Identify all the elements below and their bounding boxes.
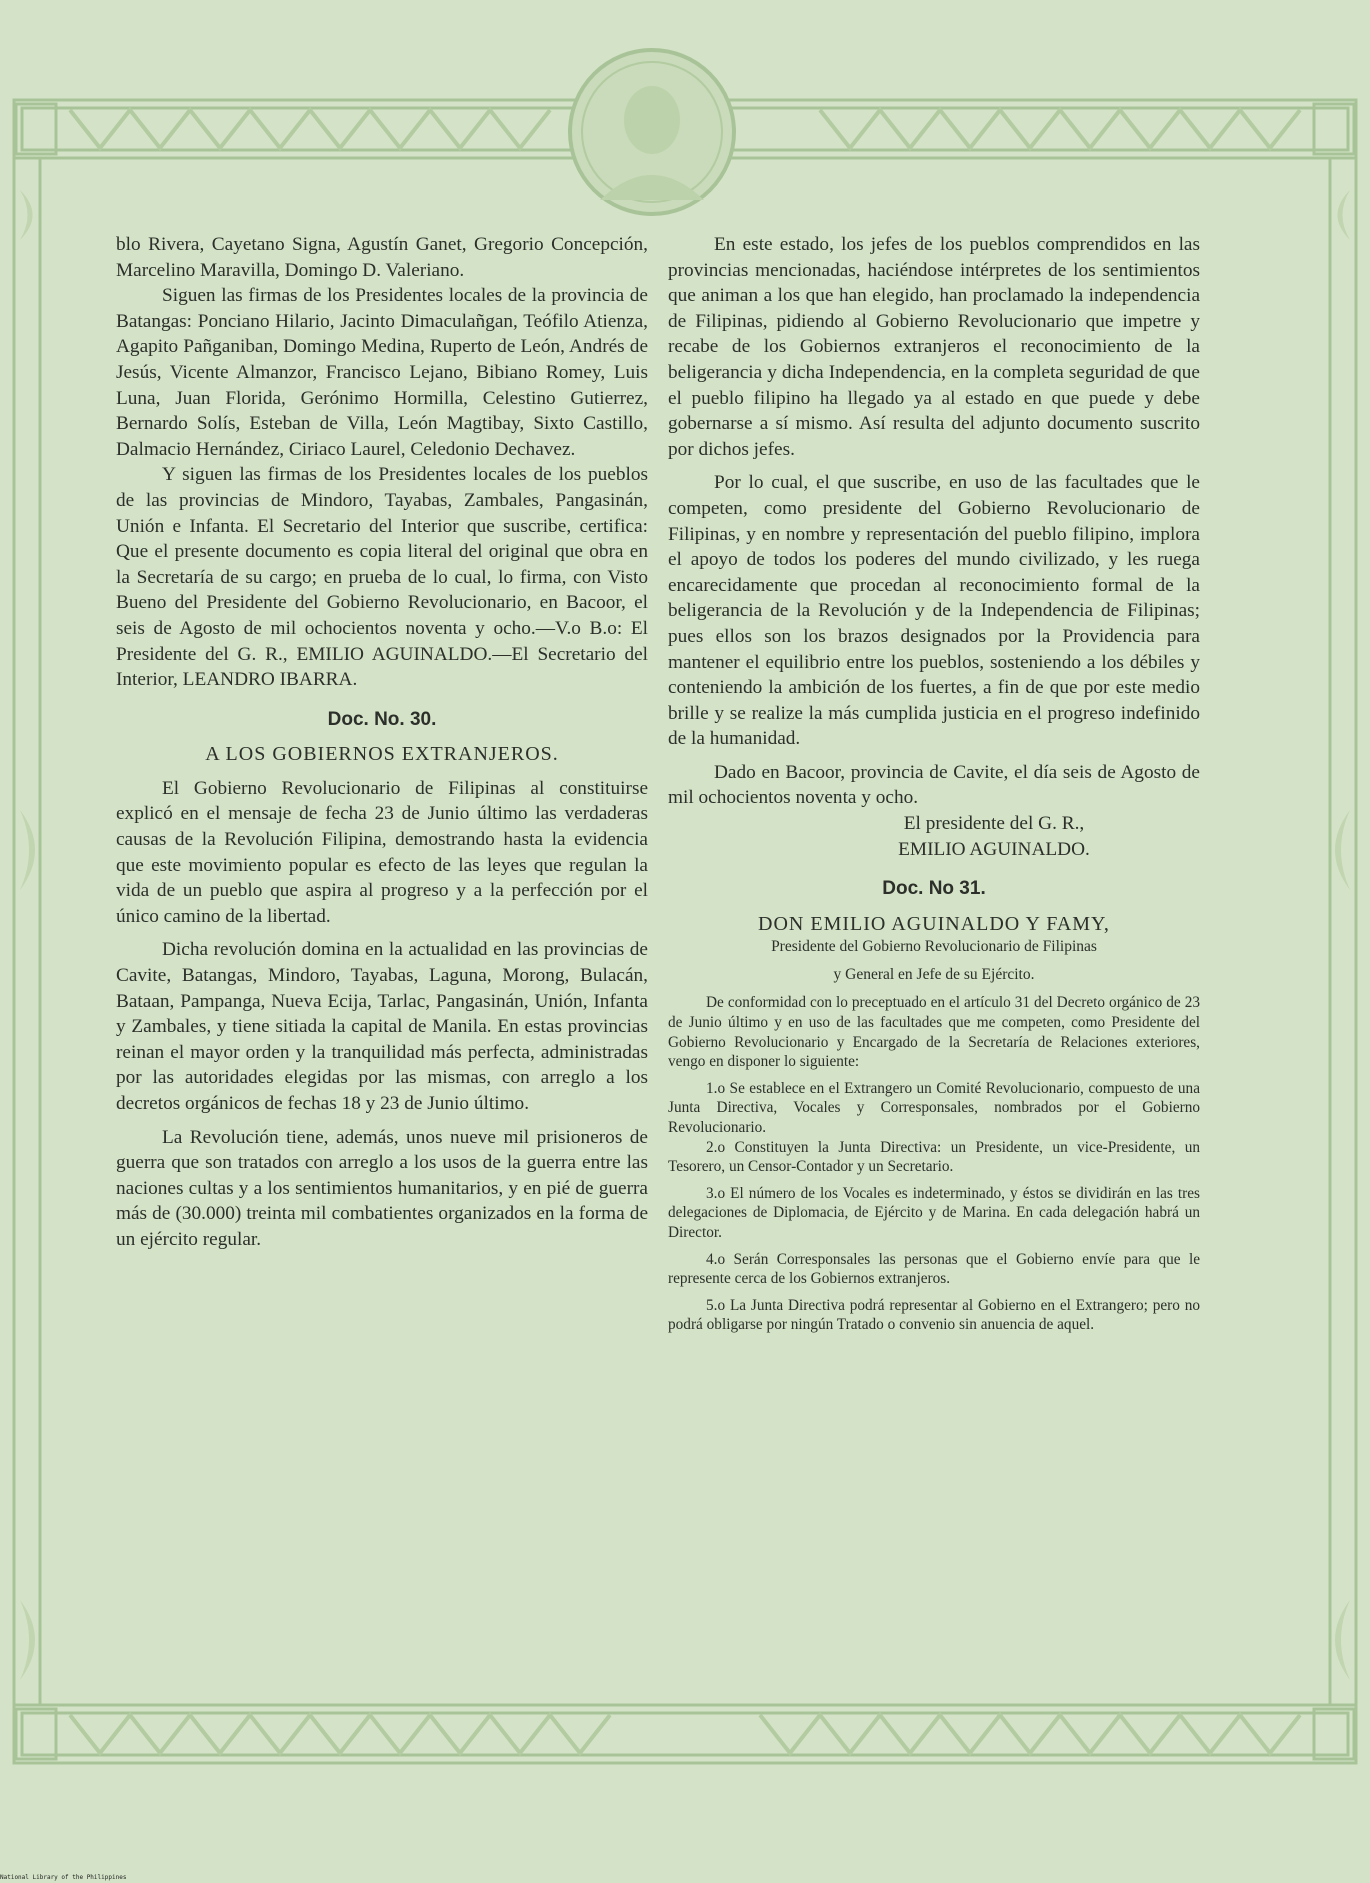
paragraph-por-lo-cual: Por lo cual, el que suscribe, en uso de las facultades que le competen, como presidente del Gobierno Revolucionario de Filipinas, y en nombre y representación del pueblo filipino, implora el apoyo de todos los poderes del mundo civilizado, y les ruega encarecidamente que procedan al reconocimiento formal de la beligerancia de la Revolución y de la Independencia de Filipinas; pues ellos son los brazos designados por la Providencia para mantener el equilibrio entre los pueblos, sosteniendo a los débiles y conteniendo la ambición de los fuertes, a fin de que por este medio brille y se realize la más cumplida justicia en el progreso indefinido de la humanidad. <box>668 472 1200 750</box>
right-column <box>668 232 1200 1335</box>
paragraph-certification: Y siguen las firmas de los Presidentes locales de los pueblos de las provincias de Mindoro, Tayabas, Zambales, Pangasinán, Unión e Infanta. El Secretario del Interior que suscribe, certifica: Que el presente documento es copia literal del original que obra en la Secretaría de su cargo; en prueba de lo cual, lo firma, con Visto Bueno del Presidente del Gobierno Revolucionario, en Bacoor, el seis de Agosto de mil ochocientos noventa y ocho.—V.o B.o: El Presidente del G. R., EMILIO AGUINALDO.—El Secretario del Interior, LEANDRO IBARRA. <box>116 464 648 691</box>
signature-name: EMILIO AGUINALDO. <box>898 838 1090 860</box>
signature-title: El presidente del G. R., <box>903 813 1085 835</box>
decree-article-1: 1.o Se establece en el Extrangero un Comité Revolucionario, compuesto de una Junta Directiva, Vocales y Corresponsales, nombrados por el Gobierno Revolucionario. <box>668 1079 1200 1136</box>
doc-30-title: A LOS GOBIERNOS EXTRANJEROS. <box>205 743 559 766</box>
doc-31-role-line-1: Presidente del Gobierno Revolucionario de Filipinas <box>771 938 1097 956</box>
decree-article-5: 5.o La Junta Directiva podrá representar al Gobierno en el Extrangero; pero no podrá obligarse por ningún Tratado o convenio sin anuencia de aquel. <box>668 1296 1200 1334</box>
doc-31-heading: Doc. No 31. <box>882 878 986 900</box>
portrait-medallion <box>570 50 734 214</box>
doc-31-role-line-2: y General en Jefe de su Ejército. <box>833 966 1035 984</box>
decree-article-2: 2.o Constituyen la Junta Directiva: un Presidente, un vice-Presidente, un Tesorero, un Censor-Contador y un Secretario. <box>668 1138 1200 1176</box>
decree-preamble: De conformidad con lo preceptuado en el artículo 31 del Decreto orgánico de 23 de Junio último y en uso de las facultades que me competen, como Presidente del Gobierno Revolucionario y Encargado de la Secretaría de Relaciones exteriores, vengo en disponer lo siguiente: <box>668 994 1200 1071</box>
paragraph-prisioneros: La Revolución tiene, además, unos nueve mil prisioneros de guerra que son tratados con arreglo a los usos de la guerra entre las naciones cultas y a los sentimientos humanitarios, y en pié de guerra más de (30.000) treinta mil combatientes organizados en la forma de un ejército regular. <box>116 1126 648 1250</box>
paragraph-gobierno-revolucionario: El Gobierno Revolucionario de Filipinas al constituirse explicó en el mensaje de fecha 23 de Junio último las verdaderas causas de la Revolución Filipina, demostrando hasta la evidencia que este movimiento popular es efecto de las leyes que regulan la vida de un pueblo que aspira al progreso y a la perfección por el único camino de la libertad. <box>116 777 648 927</box>
doc-30-heading: Doc. No. 30. <box>327 708 437 730</box>
decree-body <box>668 993 1200 1335</box>
library-credit: National Library of the Philippines <box>0 1874 127 1881</box>
paragraph-continued-signatures: blo Rivera, Cayetano Signa, Agustín Ganet, Gregorio Concepción, Marcelino Maravilla, Domingo D. Valeriano. <box>116 234 648 281</box>
paragraph-revolucion-domina: Dicha revolución domina en la actualidad en las provincias de Cavite, Batangas, Mindoro, Tayabas, Laguna, Morong, Bulacán, Bataan, Pampanga, Nueva Ecija, Tarlac, Pangasinán, Unión, Infanta y Zambales, y tiene sitiada la capital de Manila. En estas provincias reinan el mayor orden y la tranquilidad más perfecta, administradas por las autoridades elegidas por las mismas, con arreglo a los decretos orgánicos de fechas 18 y 23 de Junio último. <box>116 939 648 1114</box>
left-column <box>116 232 648 1253</box>
decree-article-4: 4.o Serán Corresponsales las personas que el Gobierno envíe para que le represente cerca de los Gobiernos extranjeros. <box>668 1250 1200 1288</box>
doc-31-title: DON EMILIO AGUINALDO Y FAMY, <box>758 912 1110 935</box>
decree-article-3: 3.o El número de los Vocales es indeterminado, y éstos se dividirán en las tres delegaciones de Diplomacia, de Ejército y de Marina. En cada delegación habrá un Director. <box>668 1184 1200 1241</box>
paragraph-dado-en-bacoor: Dado en Bacoor, provincia de Cavite, el día seis de Agosto de mil ochocientos noventa y ocho. <box>668 761 1200 809</box>
paragraph-jefes-pueblos: En este estado, los jefes de los pueblos comprendidos en las provincias mencionadas, haciéndose intérpretes de los sentimientos que animan a los que han elegido, han proclamado la independencia de Filipinas, pidiendo al Gobierno Revolucionario que impetre y recabe de los Gobiernos extranjeros el reconocimiento de la beligerancia y dicha Independencia, en la completa seguridad de que el pueblo filipino ha llegado ya al estado en que puede y debe gobernarse a sí mismo. Así resulta del adjunto documento suscrito por dichos jefes. <box>668 234 1200 460</box>
paragraph-batangas-signatures: Siguen las firmas de los Presidentes locales de la provincia de Batangas: Ponciano Hilario, Jacinto Dimaculañgan, Teófilo Atienza, Agapito Pañganiban, Domingo Medina, Ruperto de León, Andrés de Jesús, Vicente Almanzor, Francisco Lejano, Bibiano Romey, Luis Luna, Juan Florida, Gerónimo Hormilla, Celestino Gutierrez, Bernardo Solís, Esteban de Villa, León Magtibay, Sixto Castillo, Dalmacio Hernández, Ciriaco Laurel, Celedonio Dechavez. <box>116 285 648 460</box>
